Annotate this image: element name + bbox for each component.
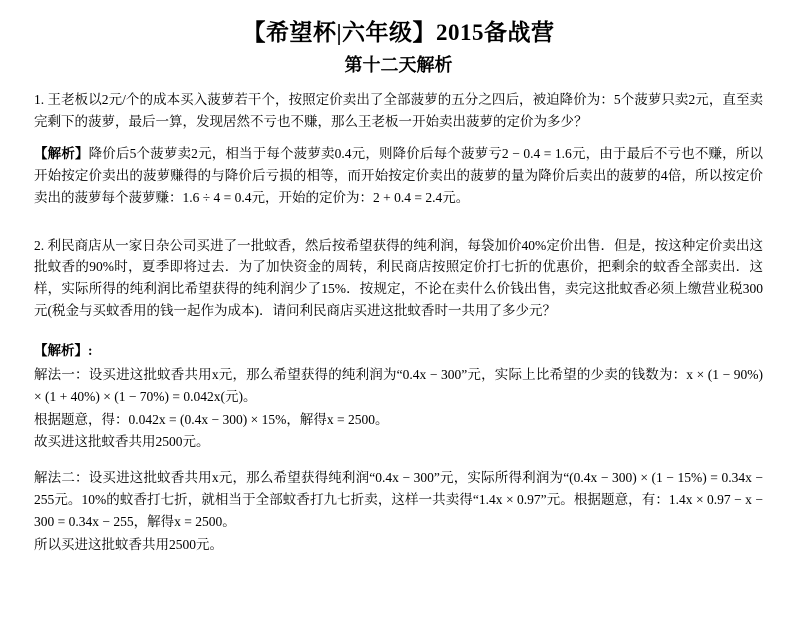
problem-2-analysis-label: 【解析】: [34,343,93,359]
problem-2-solution-1 [34,364,763,453]
solution-1-line-3: 故买进这批蚊香共用2500元。 [34,434,210,450]
problem-1-analysis-paragraph [34,143,763,209]
page-title: 【希望杯|六年级】2015备战营 [242,20,555,45]
solution-2-line-2: 所以买进这批蚊香共用2500元。 [34,536,223,552]
page-subtitle: 第十二天解析 [344,54,453,75]
solution-1-line-2: 根据题意，得：0.042x = (0.4x − 300) × 15%，解得x = 2500。 [34,411,389,427]
problem-2-question: 2. 利民商店从一家日杂公司买进了一批蚊香，然后按希望获得的纯利润，每袋加价40%定价出售．但是，按这种定价卖出这批蚊香的90%时，夏季即将过去．为了加快资金的周转，利民商店按照定价打七折的优惠价，把剩余的蚊香全部卖出．这样，实际所得的纯利润比希望获得的纯利润少了15%．按规定，不论在卖什么价钱出售，卖完这批蚊香必须上缴营业税300元(税金与买蚊香用的钱一起作为成本)．请问利民商店买进这批蚊香时一共用了多少元？ [34,237,763,319]
problem-1-analysis-text: 降价后5个菠萝卖2元，相当于每个菠萝卖0.4元，则降价后每个菠萝亏2 − 0.4 = 1.6元，由于最后不亏也不赚，所以开始按定价卖出的菠萝赚得的与降价后亏损的相等，而开始按定价卖出的菠萝的量为降价后卖出的菠萝的4倍，所以按定价卖出的菠萝每个菠萝赚：1.6 ÷ 4 = 0.4元，开始的定价为：2 + 0.4 = 2.4元。 [34,146,763,205]
problem-1-question: 1. 王老板以2元/个的成本买入菠萝若干个，按照定价卖出了全部菠萝的五分之四后，被迫降价为：5个菠萝只卖2元，直至卖完剩下的菠萝，最后一算，发现居然不亏也不赚，那么王老板一开始卖出菠萝的定价为多少？ [34,92,763,130]
problem-2-analysis [34,340,763,556]
solution-1-line-1: 解法一：设买进这批蚊香共用x元，那么希望获得的纯利润为“0.4x − 300”元，实际上比希望的少卖的钱数为：x × (1 − 90%) × (1 + 40%) × (1 − 70%) = 0.042x(元)。 [34,366,763,404]
solution-2-line-1: 解法二：设买进这批蚊香共用x元，那么希望获得纯利润“0.4x − 300”元，实际所得利润为“(0.4x − 300) × (1 − 15%) = 0.34x − 255元。10%的蚊香打七折，就相当于全部蚊香打九七折卖，这样一共卖得“1.4x × 0.97”元。根据题意，有：1.4x × 0.97 − x − 300 = 0.34x − 255，解得x = 2500。 [34,470,763,530]
problem-1-analysis-label: 【解析】 [34,146,89,161]
problem-1-analysis [34,143,763,209]
problem-2-solution-2 [34,467,763,555]
problem-2 [34,235,763,322]
problem-1 [34,89,763,133]
